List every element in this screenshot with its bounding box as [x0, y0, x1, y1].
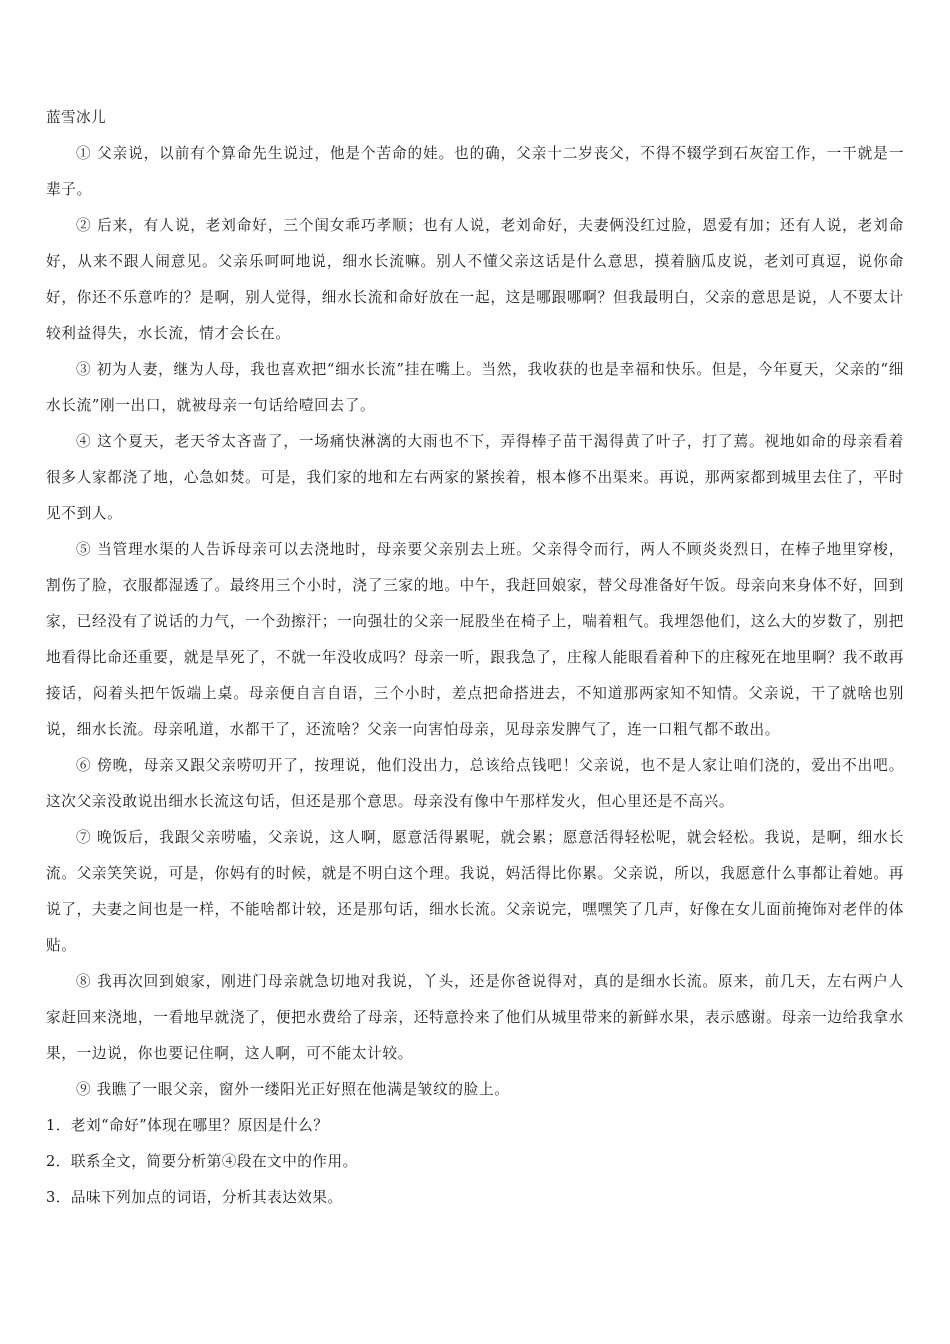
- paragraph-5: ⑤ 当管理水渠的人告诉母亲可以去浇地时，母亲要父亲别去上班。父亲得令而行，两人不顾炎炎烈日，在棒子地里穿梭，割伤了脸，衣服都湿透了。最终用三个小时，浇了三家的地。中午，我赶回娘家，替父母准备好午饭。母亲向来身体不好，回到家，已经没有了说话的力气，一个劲擦汗；一向强壮的父亲一屁股坐在椅子上，喘着粗气。我埋怨他们，这么大的岁数了，别把地看得比命还重要，就是旱死了，不就一年没收成吗？母亲一听，跟我急了，庄稼人能眼看着种下的庄稼死在地里啊？我不敢再接话，闷着头把午饭端上桌。母亲便自言自语，三个小时，差点把命搭进去，不知道那两家知不知情。父亲说，干了就啥也别说，细水长流。母亲吼道，水都干了，还流啥？父亲一向害怕母亲，见母亲发脾气了，连一口粗气都不敢出。: [46, 541, 904, 738]
- paragraph-4: ④ 这个夏天，老天爷太吝啬了，一场痛快淋漓的大雨也不下，弄得棒子苗干渴得黄了叶子，打了蔫。视地如命的母亲看着很多人家都浇了地，心急如焚。可是，我们家的地和左右两家的紧挨着，根本修不出渠来。再说，那两家都到城里去住了，平时见不到人。: [46, 433, 904, 522]
- paragraph-9: ⑨ 我瞧了一眼父亲，窗外一缕阳光正好照在他满是皱纹的脸上。: [76, 1081, 510, 1098]
- paragraph-6: ⑥ 傍晚，母亲又跟父亲唠叨开了，按理说，他们没出力，总该给点钱吧！父亲说，也不是人家让咱们浇的，爱出不出吧。这次父亲没敢说出细水长流这句话，但还是那个意思。母亲没有像中午那样发火，但心里还是不高兴。: [46, 757, 904, 810]
- paragraph-7: ⑦ 晚饭后，我跟父亲唠嗑，父亲说，这人啊，愿意活得累呢，就会累；愿意活得轻松呢，就会轻松。我说，是啊，细水长流。父亲笑笑说，可是，你妈有的时候，就是不明白这个理。我说，妈活得比你累。父亲说，所以，我愿意什么事都让着她。再说了，夫妻之间也是一样，不能啥都计较，还是那句话，细水长流。父亲说完，嘿嘿笑了几声，好像在女儿面前掩饰对老伴的体贴。: [46, 829, 904, 954]
- question-2: 2．联系全文，简要分析第④段在文中的作用。: [46, 1153, 358, 1170]
- paragraph-8: ⑧ 我再次回到娘家，刚进门母亲就急切地对我说，丫头，还是你爸说得对，真的是细水长流。原来，前几天，左右两户人家赶回来浇地，一看地早就浇了，便把水费给了母亲，还特意拎来了他们从城里带来的新鲜水果，表示感谢。母亲一边给我拿水果，一边说，你也要记住啊，这人啊，可不能太计较。: [46, 973, 904, 1062]
- paragraph-3: ③ 初为人妻，继为人母，我也喜欢把“细水长流”挂在嘴上。当然，我收获的也是幸福和快乐。但是，今年夏天，父亲的“细水长流”刚一出口，就被母亲一句话给噎回去了。: [46, 361, 904, 414]
- author-name: 蓝雪冰儿: [46, 109, 106, 126]
- paragraph-1: ① 父亲说，以前有个算命先生说过，他是个苦命的娃。也的确，父亲十二岁丧父，不得不辍学到石灰窑工作，一干就是一辈子。: [46, 145, 904, 198]
- paragraph-2: ② 后来，有人说，老刘命好，三个闺女乖巧孝顺；也有人说，老刘命好，夫妻俩没红过脸，恩爱有加；还有人说，老刘命好，从来不跟人闹意见。父亲乐呵呵地说，细水长流嘛。别人不懂父亲这话是什么意思，摸着脑瓜皮说，老刘可真逗，说你命好，你还不乐意咋的？是啊，别人觉得，细水长流和命好放在一起，这是哪跟哪啊？但我最明白，父亲的意思是说，人不要太计较利益得失，水长流，情才会长在。: [46, 217, 904, 342]
- question-3: 3．品味下列加点的词语，分析其表达效果。: [46, 1189, 343, 1206]
- question-1: 1．老刘“命好”体现在哪里？原因是什么？: [46, 1117, 329, 1134]
